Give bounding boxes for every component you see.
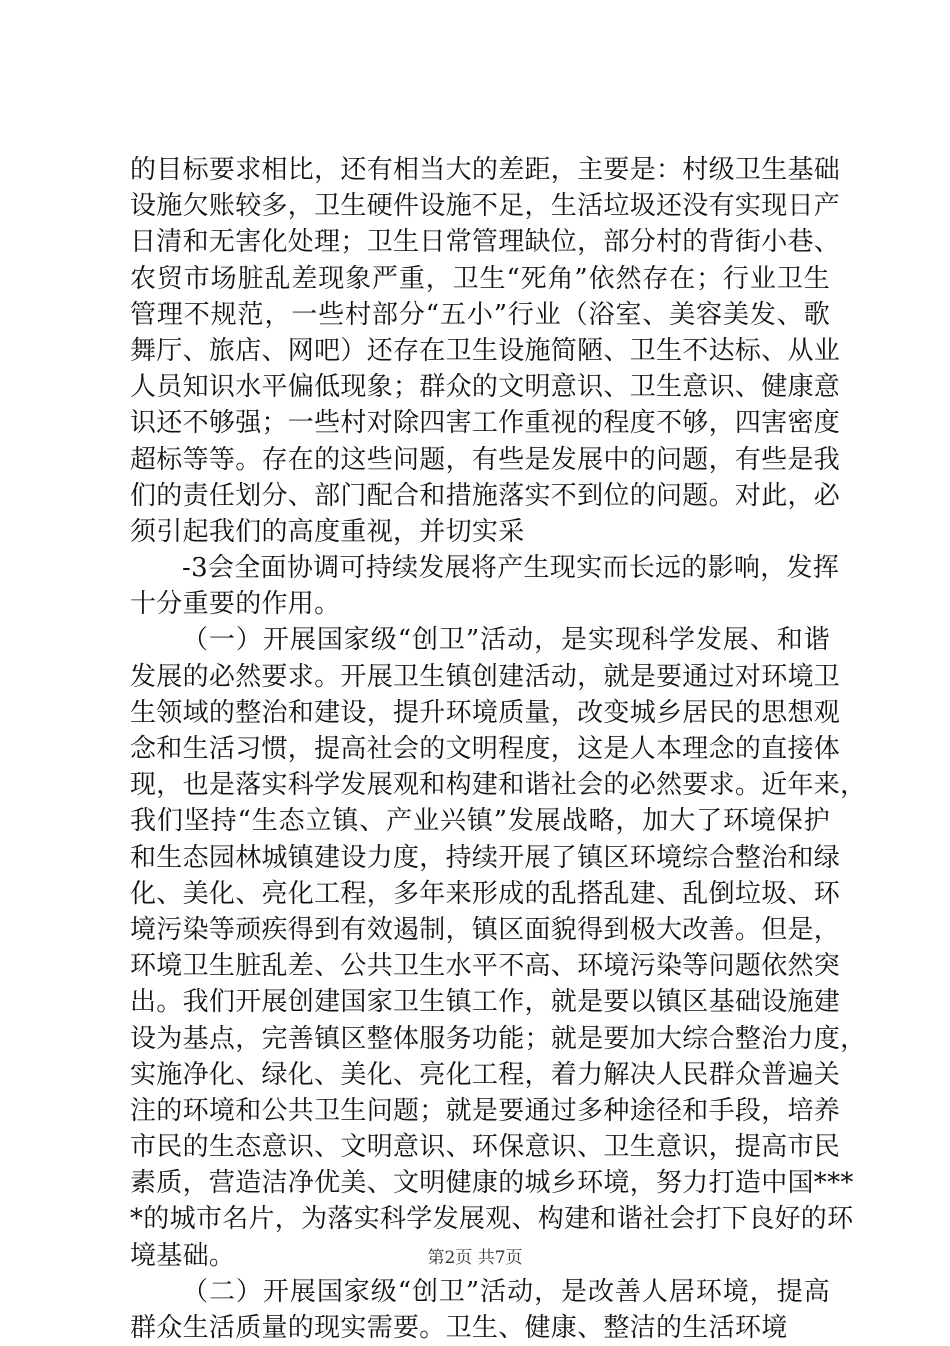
text-line: 设为基点，完善镇区整体服务功能；就是要加大综合整治力度， bbox=[130, 1023, 867, 1054]
text-line: 市民的生态意识、文明意识、环保意识、卫生意识，提高市民 bbox=[130, 1132, 841, 1163]
text-line: 生领域的整治和建设，提升环境质量，改变城乡居民的思想观 bbox=[130, 697, 841, 728]
text-line: 境污染等顽疾得到有效遏制，镇区面貌得到极大改善。但是， bbox=[130, 914, 841, 945]
text-line: 人员知识水平偏低现象；群众的文明意识、卫生意识、健康意 bbox=[130, 372, 841, 403]
paragraph bbox=[130, 1274, 830, 1346]
text-line: 们的责任划分、部门配合和措施落实不到位的问题。对此，必 bbox=[130, 480, 841, 511]
text-line: 管理不规范，一些村部分“五小”行业（浴室、美容美发、歌 bbox=[130, 299, 830, 330]
text-line: 识还不够强；一些村对除四害工作重视的程度不够，四害密度 bbox=[130, 408, 841, 439]
page-footer: 第2页 共7页 bbox=[427, 1248, 523, 1268]
text-line: 境基础。 bbox=[130, 1240, 236, 1271]
text-line: 出。我们开展创建国家卫生镇工作，就是要以镇区基础设施建 bbox=[130, 987, 841, 1018]
text-line: 日清和无害化处理；卫生日常管理缺位，部分村的背街小巷、 bbox=[130, 227, 841, 258]
text-line: -3会全面协调可持续发展将产生现实而长远的影响，发挥 bbox=[182, 553, 840, 584]
paragraph bbox=[130, 550, 840, 622]
text-line: 十分重要的作用。 bbox=[130, 589, 341, 620]
paragraph bbox=[130, 152, 841, 550]
text-line: 现，也是落实科学发展观和构建和谐社会的必然要求。近年来， bbox=[130, 770, 867, 801]
text-line: 注的环境和公共卫生问题；就是要通过多种途径和手段，培养 bbox=[130, 1095, 841, 1126]
text-line: 群众生活质量的现实需要。卫生、健康、整洁的生活环境 bbox=[130, 1313, 788, 1343]
text-line: 和生态园林城镇建设力度，持续开展了镇区环境综合整治和绿 bbox=[130, 842, 841, 873]
paragraph bbox=[130, 622, 867, 1273]
text-line: *的城市名片，为落实科学发展观、构建和谐社会打下良好的环 bbox=[130, 1204, 854, 1235]
text-line: 超标等等。存在的这些问题，有些是发展中的问题，有些是我 bbox=[130, 444, 841, 475]
text-line: 农贸市场脏乱差现象严重，卫生“死角”依然存在；行业卫生 bbox=[130, 263, 830, 294]
text-line: 环境卫生脏乱差、公共卫生水平不高、环境污染等问题依然突 bbox=[130, 951, 841, 982]
text-line: 设施欠账较多，卫生硬件设施不足，生活垃圾还没有实现日产 bbox=[130, 191, 841, 222]
text-line: （二）开展国家级“创卫”活动，是改善人居环境，提高 bbox=[182, 1276, 830, 1307]
text-line: 须引起我们的高度重视，并切实采 bbox=[130, 516, 525, 547]
text-line: 发展的必然要求。开展卫生镇创建活动，就是要通过对环境卫 bbox=[130, 661, 841, 692]
text-line: 我们坚持“生态立镇、产业兴镇”发展战略，加大了环境保护 bbox=[130, 806, 830, 837]
text-line: 的目标要求相比，还有相当大的差距，主要是：村级卫生基础 bbox=[130, 155, 841, 185]
text-line: （一）开展国家级“创卫”活动，是实现科学发展、和谐 bbox=[182, 625, 830, 656]
text-line: 念和生活习惯，提高社会的文明程度，这是人本理念的直接体 bbox=[130, 734, 841, 764]
text-line: 舞厅、旅店、网吧）还存在卫生设施简陋、卫生不达标、从业 bbox=[130, 335, 841, 366]
document-body bbox=[130, 152, 867, 1346]
text-line: 素质，营造洁净优美、文明健康的城乡环境，努力打造中国*** bbox=[130, 1168, 854, 1199]
text-line: 实施净化、绿化、美化、亮化工程，着力解决人民群众普遍关 bbox=[130, 1059, 841, 1090]
text-line: 化、美化、亮化工程，多年来形成的乱搭乱建、乱倒垃圾、环 bbox=[130, 878, 841, 909]
